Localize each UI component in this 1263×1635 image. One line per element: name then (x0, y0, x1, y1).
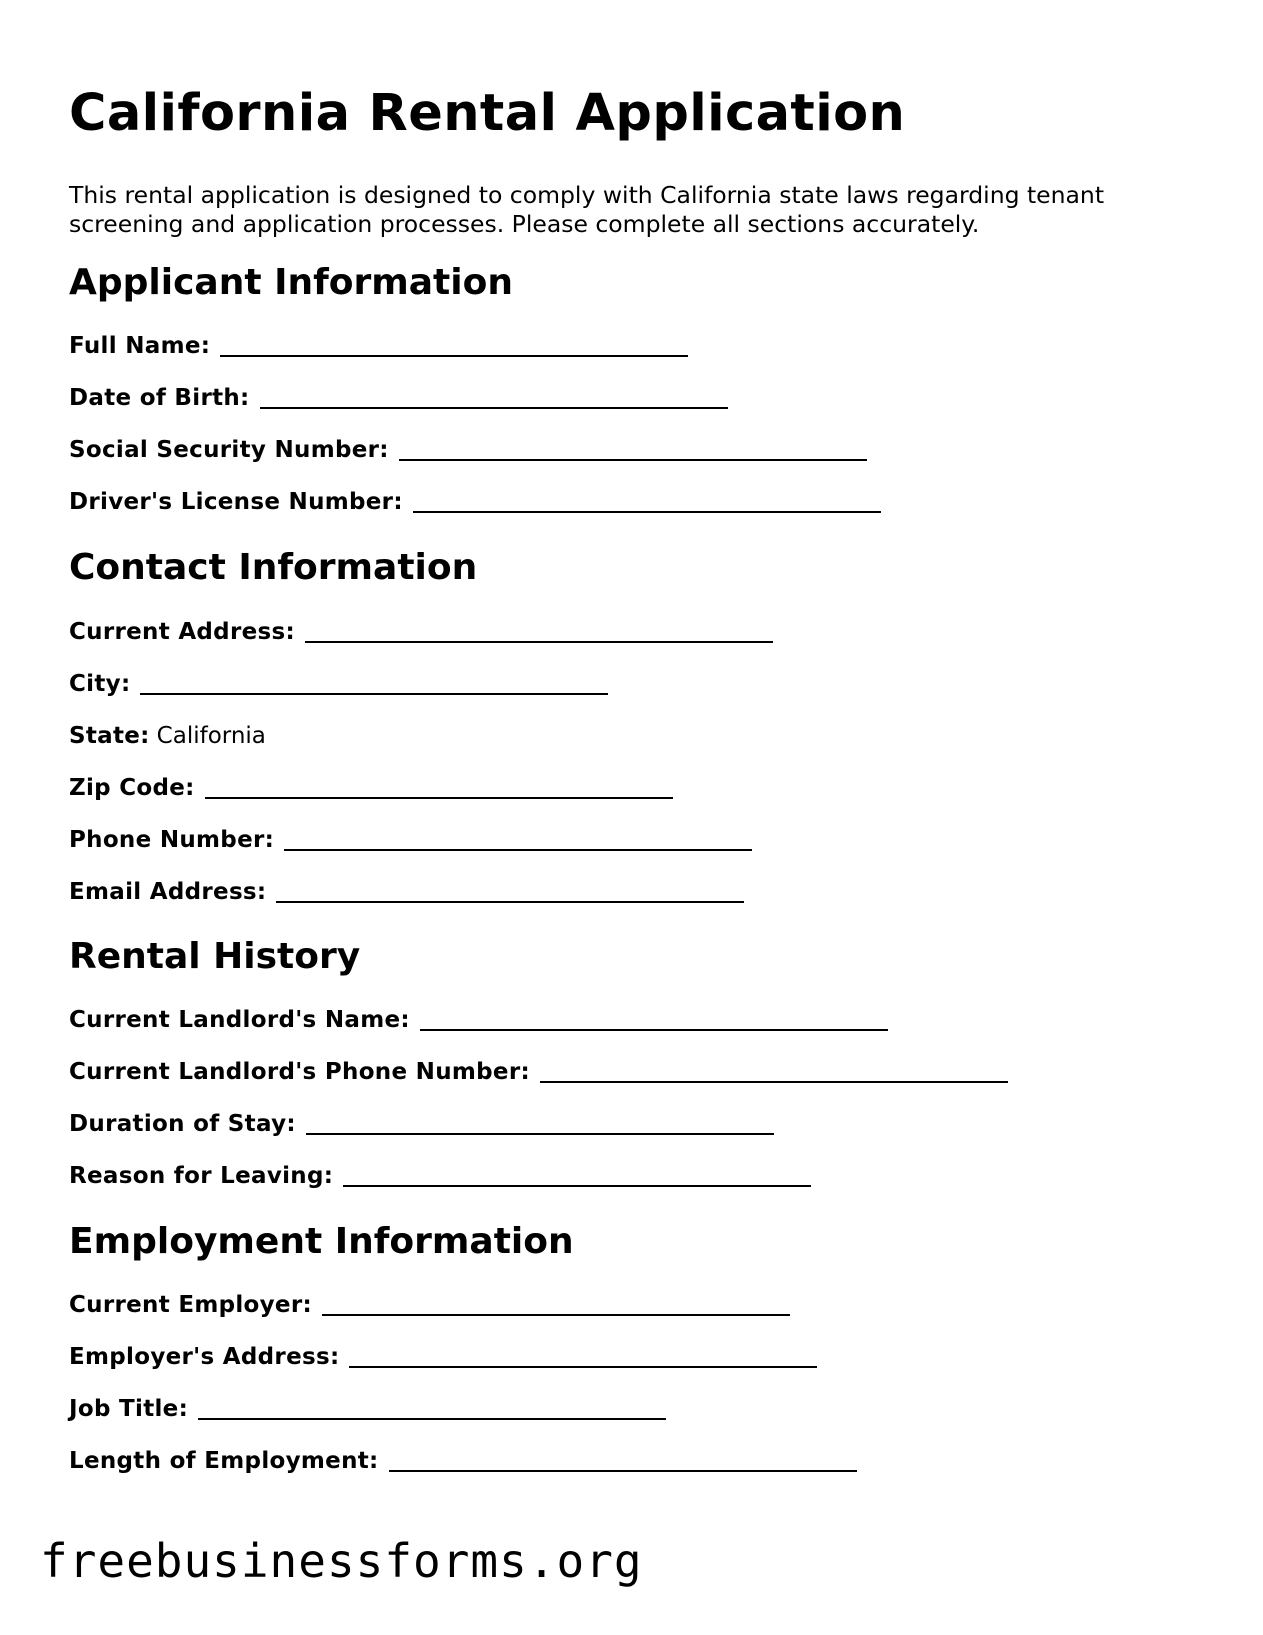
state-field (69, 723, 266, 749)
zip-code-field[interactable] (69, 775, 673, 801)
employer-address-label: Employer's Address: (69, 1344, 340, 1370)
date-of-birth-line[interactable] (260, 407, 728, 409)
date-of-birth-label: Date of Birth: (69, 385, 250, 411)
phone-number-line[interactable] (284, 849, 752, 851)
landlord-phone-line[interactable] (540, 1081, 1008, 1083)
duration-of-stay-label: Duration of Stay: (69, 1111, 296, 1137)
landlord-name-label: Current Landlord's Name: (69, 1007, 410, 1033)
city-label: City: (69, 671, 131, 697)
job-title-label: Job Title: (69, 1396, 189, 1422)
phone-number-field[interactable] (69, 827, 752, 853)
landlord-name-line[interactable] (420, 1029, 888, 1031)
drivers-license-label: Driver's License Number: (69, 489, 403, 515)
current-employer-label: Current Employer: (69, 1292, 312, 1318)
current-address-line[interactable] (305, 641, 773, 643)
current-address-label: Current Address: (69, 619, 295, 645)
employer-address-field[interactable] (69, 1344, 817, 1370)
section-heading-rental-history: Rental History (69, 936, 361, 977)
ssn-label: Social Security Number: (69, 437, 389, 463)
zip-code-label: Zip Code: (69, 775, 195, 801)
drivers-license-line[interactable] (413, 511, 881, 513)
city-line[interactable] (140, 693, 608, 695)
landlord-phone-label: Current Landlord's Phone Number: (69, 1059, 530, 1085)
ssn-field[interactable] (69, 437, 867, 463)
email-address-line[interactable] (276, 901, 744, 903)
intro-paragraph: This rental application is designed to comply with California state laws regarding tenant screening and application processes. Please complete all sections accurately. (69, 181, 1105, 238)
current-employer-field[interactable] (69, 1292, 790, 1318)
state-label: State: (69, 723, 150, 749)
full-name-label: Full Name: (69, 333, 211, 359)
email-address-label: Email Address: (69, 879, 267, 905)
zip-code-line[interactable] (205, 797, 673, 799)
landlord-phone-field[interactable] (69, 1059, 1008, 1085)
job-title-field[interactable] (69, 1396, 666, 1422)
page-title: California Rental Application (69, 84, 906, 143)
section-heading-applicant: Applicant Information (69, 262, 513, 303)
duration-of-stay-field[interactable] (69, 1111, 774, 1137)
state-value: California (156, 723, 266, 749)
date-of-birth-field[interactable] (69, 385, 728, 411)
reason-for-leaving-label: Reason for Leaving: (69, 1163, 334, 1189)
reason-for-leaving-line[interactable] (343, 1185, 811, 1187)
duration-of-stay-line[interactable] (306, 1133, 774, 1135)
ssn-line[interactable] (399, 459, 867, 461)
city-field[interactable] (69, 671, 608, 697)
section-heading-contact: Contact Information (69, 547, 478, 588)
length-of-employment-label: Length of Employment: (69, 1448, 379, 1474)
full-name-line[interactable] (220, 355, 688, 357)
full-name-field[interactable] (69, 333, 688, 359)
drivers-license-field[interactable] (69, 489, 881, 515)
length-of-employment-field[interactable] (69, 1448, 857, 1474)
phone-number-label: Phone Number: (69, 827, 275, 853)
current-employer-line[interactable] (322, 1314, 790, 1316)
watermark: freebusinessforms.org (40, 1534, 643, 1588)
landlord-name-field[interactable] (69, 1007, 888, 1033)
email-address-field[interactable] (69, 879, 744, 905)
job-title-line[interactable] (198, 1418, 666, 1420)
current-address-field[interactable] (69, 619, 773, 645)
section-heading-employment: Employment Information (69, 1221, 574, 1262)
employer-address-line[interactable] (349, 1366, 817, 1368)
length-of-employment-line[interactable] (389, 1470, 857, 1472)
reason-for-leaving-field[interactable] (69, 1163, 811, 1189)
